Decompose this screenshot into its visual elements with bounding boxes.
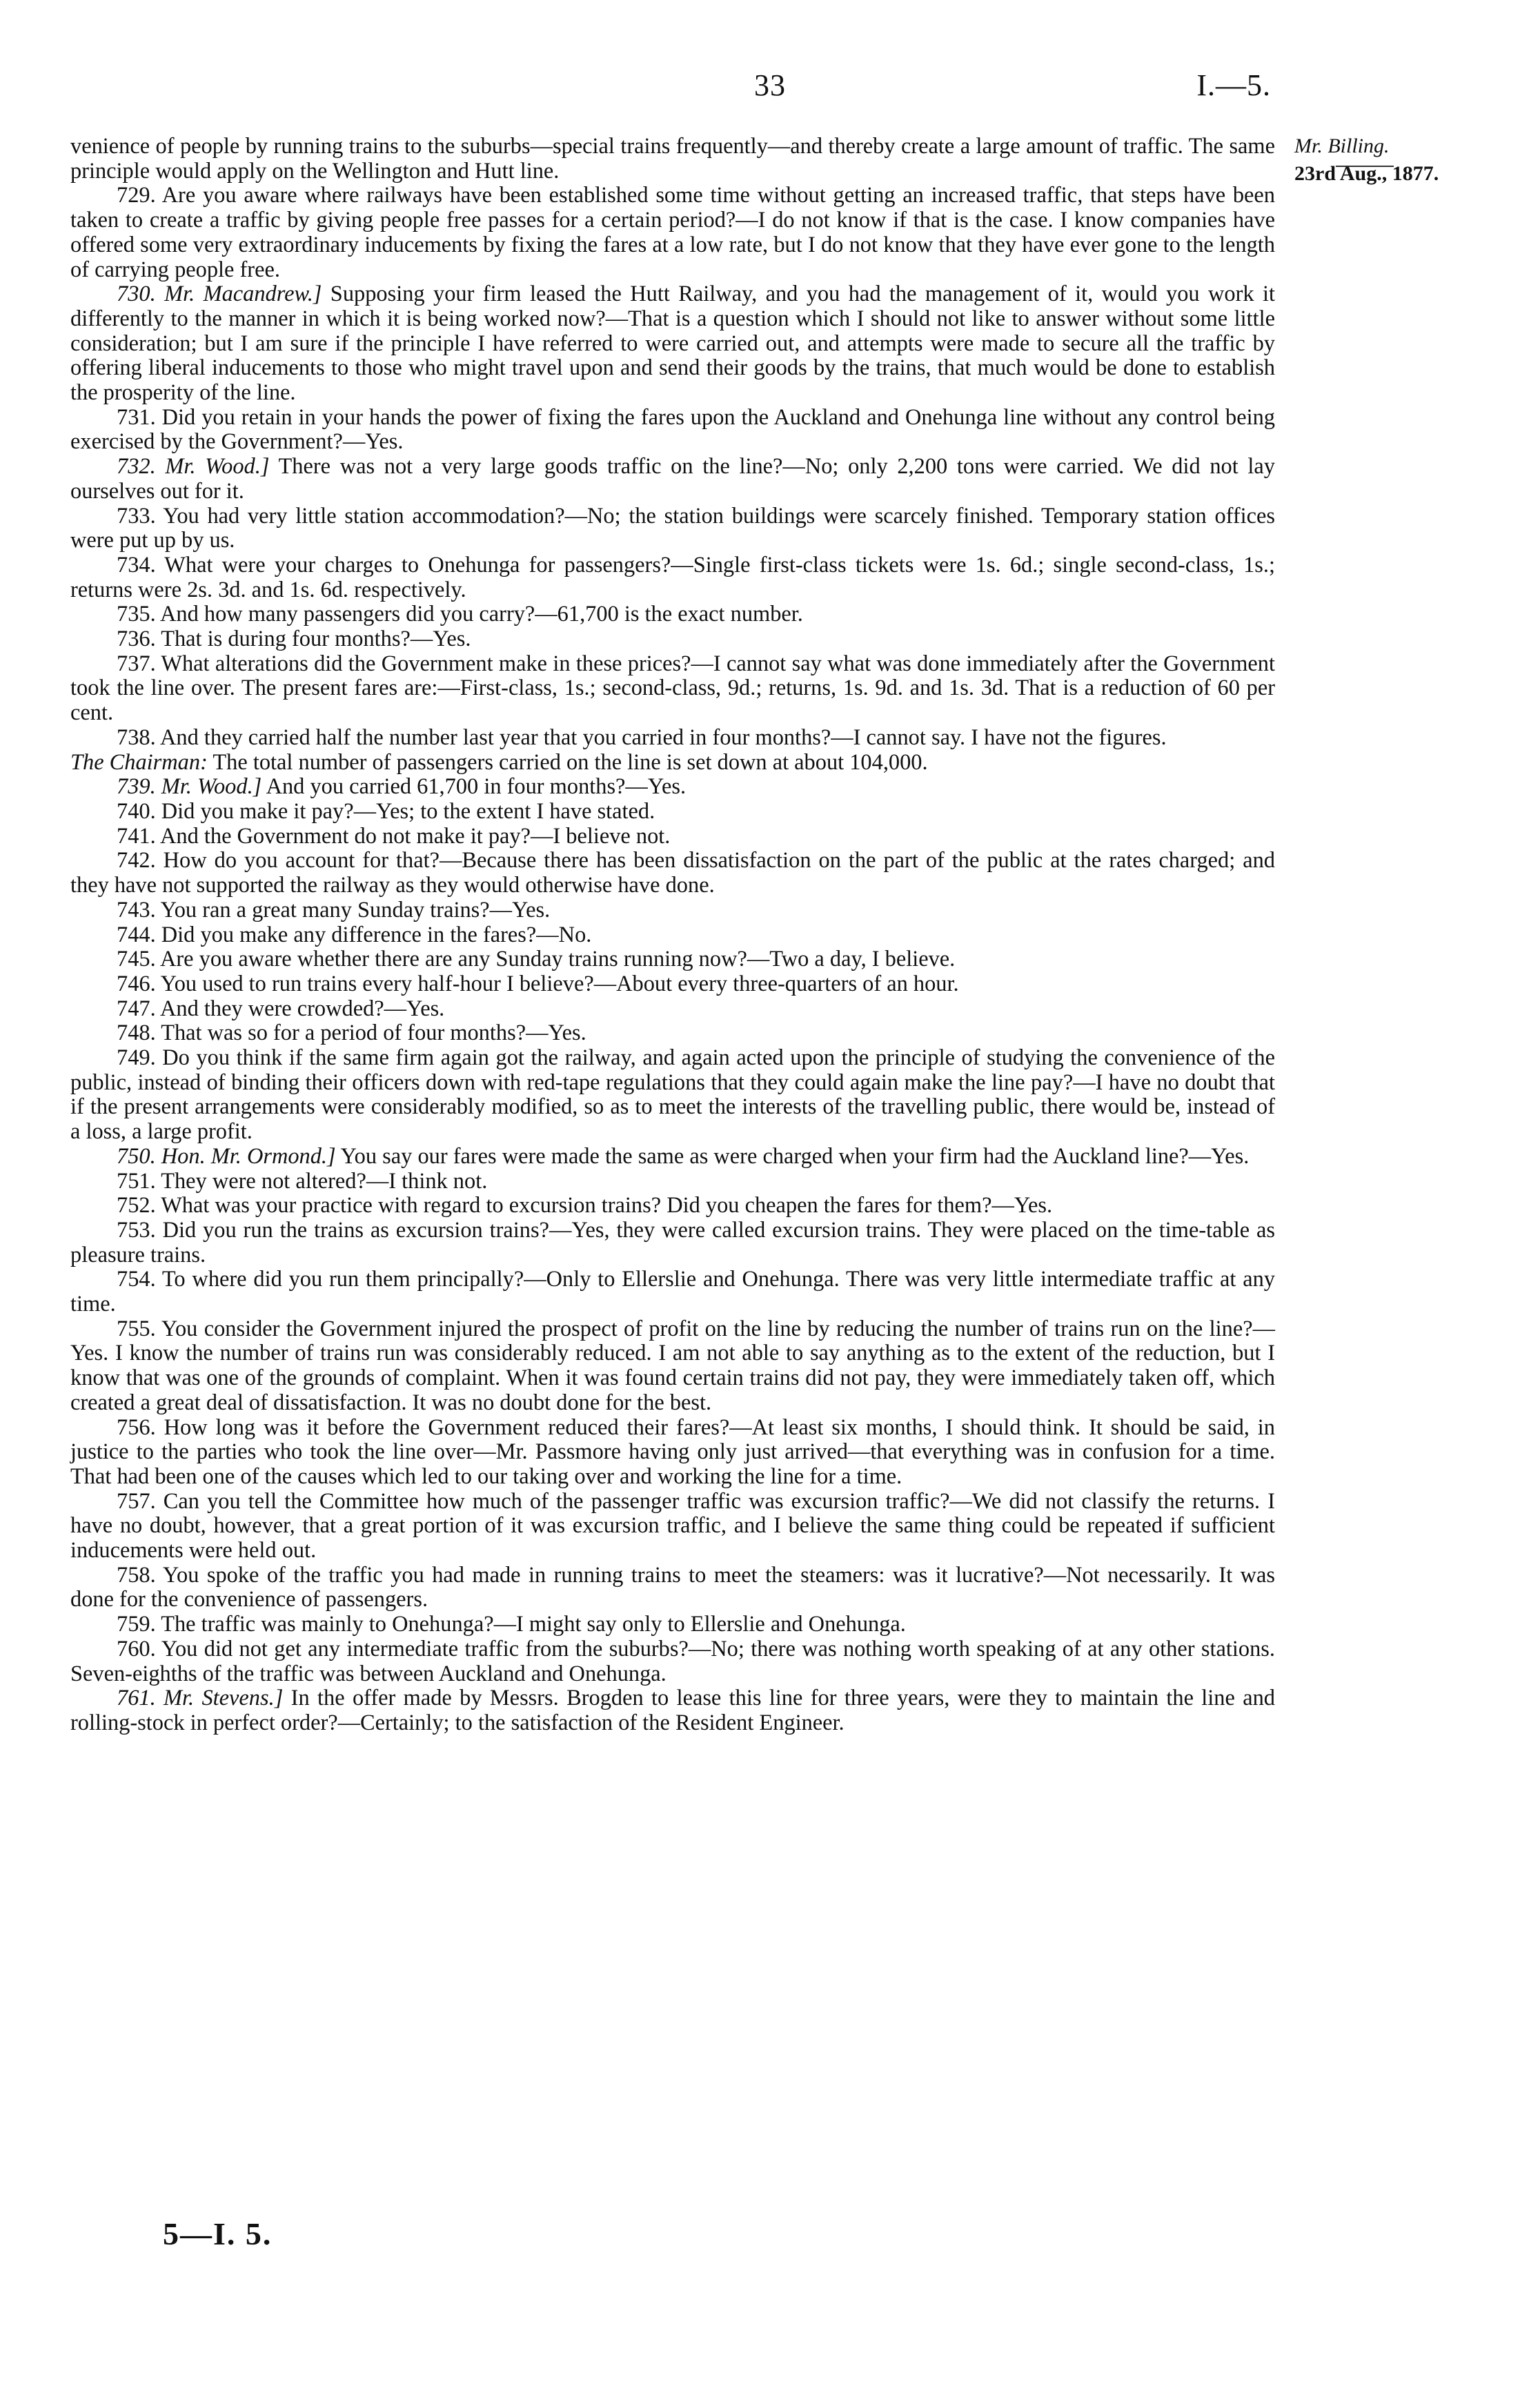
testimony-paragraph xyxy=(70,1686,1275,1735)
testimony-paragraph xyxy=(70,726,1275,751)
testimony-paragraph xyxy=(70,1046,1275,1145)
speaker-lead: 761. Mr. Stevens.] xyxy=(117,1686,284,1711)
paragraph-text: Supposing your firm leased the Hutt Railway, and you had the management of it, would you work it differently to the manner in which it is being worked now?—That is a question which I should not like to answer without some little consideration; but I am sure if the principle I have referred to were carried out, and attempts were made to secure all the traffic by offering liberal inducements to those who might travel upon and send their goods by the trains, that much would be done to establish the prosperity of the line. xyxy=(70,282,1275,406)
paragraph-text: 758. You spoke of the traffic you had made in running trains to meet the steamers: was it lucrative?—Not necessarily. It was done for the convenience of passengers. xyxy=(70,1562,1275,1612)
paragraph-text: 759. The traffic was mainly to Onehunga?—I might say only to Ellerslie and Onehunga. xyxy=(117,1612,906,1637)
paragraph-text: 752. What was your practice with regard to excursion trains? Did you cheapen the fares for them?—Yes. xyxy=(117,1193,1053,1218)
paragraph-text: 734. What were your charges to Onehunga for passengers?—Single first-class tickets were 1s. 6d.; single second-class, 1s.; returns were 2s. 3d. and 1s. 6d. respectively. xyxy=(70,552,1275,602)
testimony-paragraph xyxy=(70,947,1275,972)
paragraph-text: There was not a very large goods traffic on the line?—No; only 2,200 tons were carried. We did not lay ourselves out for it. xyxy=(70,454,1275,504)
paragraph-text: 735. And how many passengers did you carry?—61,700 is the exact number. xyxy=(117,602,803,627)
paragraph-text: venience of people by running trains to the suburbs—special trains frequently—and thereby create a large amount of traffic. The same principle would apply on the Wellington and Hutt line. xyxy=(70,134,1275,184)
paragraph-text: 729. Are you aware where railways have been established some time without getting an increased traffic, that steps have been taken to create a traffic by giving people free passes for a certain period?—I do not know if that is the case. I know companies have offered some very extraordinary inducements by fixing the fares at a low rate, but I do not know that they have ever gone to the length of carrying people free. xyxy=(70,183,1275,282)
paragraph-text: In the offer made by Messrs. Brogden to lease this line for three years, were they to maintain the line and rolling-stock in perfect order?—Certainly; to the satisfaction of the Resident Engineer. xyxy=(70,1686,1275,1735)
testimony-paragraph xyxy=(70,849,1275,898)
paragraph-text: 746. You used to run trains every half-hour I believe?—About every three-quarters of an hour. xyxy=(117,971,959,996)
testimony-paragraph xyxy=(70,775,1275,800)
paragraph-text: 738. And they carried half the number last year that you carried in four months?—I cannot say. I have not the figures. xyxy=(117,724,1167,750)
testimony-paragraph xyxy=(70,1563,1275,1612)
paragraph-text: 753. Did you run the trains as excursion trains?—Yes, they were called excursion trains. They were placed on the time-table as pleasure trains. xyxy=(70,1217,1275,1267)
paragraph-text: 742. How do you account for that?—Because there has been dissatisfaction on the part of the public at the rates charged; and they have not supported the railway as they would otherwise have done. xyxy=(70,848,1275,898)
paragraph-text: 744. Did you make any difference in the fares?—No. xyxy=(117,922,592,947)
speaker-lead: The Chairman: xyxy=(70,749,208,775)
paragraph-text: 757. Can you tell the Committee how much of the passenger traffic was excursion traffic?—We did not classify the returns. I have no doubt, however, that a great portion of it was excursion traffic, and I believe the same thing could be repeated if sufficient inducements were held out. xyxy=(70,1488,1275,1563)
paragraph-text: 760. You did not get any intermediate traffic from the suburbs?—No; there was nothing worth speaking of at any other stations. Seven-eighths of the traffic was between Auckland and Onehunga. xyxy=(70,1636,1275,1686)
paragraph-text: The total number of passengers carried on the line is set down at about 104,000. xyxy=(207,749,928,775)
testimony-paragraph xyxy=(70,1170,1275,1194)
testimony-paragraph xyxy=(70,1490,1275,1563)
speaker-lead: 730. Mr. Macandrew.] xyxy=(117,282,322,307)
document-reference: I.—5. xyxy=(1196,68,1271,102)
testimony-paragraph xyxy=(70,406,1275,455)
testimony-paragraph xyxy=(70,898,1275,923)
speaker-lead: 732. Mr. Wood.] xyxy=(117,454,270,480)
speaker-lead: 739. Mr. Wood.] xyxy=(117,774,262,800)
margin-speaker: Mr. Billing. xyxy=(1294,135,1390,157)
testimony-paragraph xyxy=(70,1612,1275,1637)
paragraph-text: 754. To where did you run them principally?—Only to Ellerslie and Onehunga. There was very little intermediate traffic at any time. xyxy=(70,1267,1275,1317)
testimony-paragraph xyxy=(70,1267,1275,1316)
paragraph-text: 733. You had very little station accommodation?—No; the station buildings were scarcely finished. Temporary station offices were put up by us. xyxy=(70,503,1275,553)
paragraph-text: 731. Did you retain in your hands the power of fixing the fares upon the Auckland and Onehunga line without any control being exercised by the Government?—Yes. xyxy=(70,404,1275,455)
paragraph-text: 751. They were not altered?—I think not. xyxy=(117,1168,488,1194)
testimony-paragraph xyxy=(70,184,1275,282)
testimony-paragraph xyxy=(70,997,1275,1022)
testimony-paragraph xyxy=(70,1218,1275,1267)
testimony-paragraph xyxy=(70,135,1275,184)
testimony-paragraph xyxy=(70,1416,1275,1490)
testimony-paragraph xyxy=(70,1637,1275,1686)
paragraph-text: 747. And they were crowded?—Yes. xyxy=(117,996,445,1021)
body-text xyxy=(70,135,1275,1736)
paragraph-text: 755. You consider the Government injured the prospect of profit on the line by reducing the number of trains run on the line?—Yes. I know the number of trains run was considerably reduced. I am not able to say anything as to the extent of the reduction, but I know that was one of the grounds of complaint. When it was found certain trains did not pay, they were immediately taken off, which created a great deal of dissatisfaction. It was no doubt done for the best. xyxy=(70,1316,1275,1415)
testimony-paragraph xyxy=(70,800,1275,825)
testimony-paragraph xyxy=(70,923,1275,948)
paragraph-text: 745. Are you aware whether there are any Sunday trains running now?—Two a day, I believe. xyxy=(117,947,956,972)
speaker-lead: 750. Hon. Mr. Ormond.] xyxy=(117,1143,336,1169)
paragraph-text: 748. That was so for a period of four months?—Yes. xyxy=(117,1020,586,1046)
testimony-paragraph xyxy=(70,602,1275,627)
paragraph-text: 749. Do you think if the same firm again got the railway, and again acted upon the principle of studying the convenience of the public, instead of binding their officers down with red-tape regulations that they could again make the line pay?—I have no doubt that if the present arrangements were considerably modified, so as to meet the interests of the travelling public, there would be, instead of a loss, a large profit. xyxy=(70,1045,1275,1145)
testimony-paragraph xyxy=(70,1021,1275,1046)
signature-mark: 5—I. 5. xyxy=(163,2216,273,2251)
margin-date: 23rd Aug., 1877. xyxy=(1294,162,1439,185)
paragraph-text: 740. Did you make it pay?—Yes; to the extent I have stated. xyxy=(117,798,655,824)
testimony-paragraph xyxy=(70,825,1275,849)
testimony-paragraph xyxy=(70,1145,1275,1170)
paragraph-text: 737. What alterations did the Government make in these prices?—I cannot say what was done immediately after the Government took the line over. The present fares are:—First-class, 1s.; second-class, 9d.; returns, 1s. 9d. and 1s. 3d. That is a reduction of 60 per cent. xyxy=(70,651,1275,726)
paragraph-text: 736. That is during four months?—Yes. xyxy=(117,626,471,652)
testimony-paragraph xyxy=(70,627,1275,652)
testimony-paragraph xyxy=(70,504,1275,553)
page-number: 33 xyxy=(754,68,786,102)
paragraph-text: 756. How long was it before the Government reduced their fares?—At least six months, I should think. It should be said, in justice to the parties who took the line over—Mr. Passmore having only just arrived—that everything was in confusion for a time. That had been one of the causes which led to our taking over and working the line for a time. xyxy=(70,1414,1275,1489)
paragraph-text: You say our fares were made the same as were charged when your firm had the Auckland line?—Yes. xyxy=(335,1143,1250,1169)
testimony-paragraph xyxy=(70,553,1275,602)
testimony-paragraph xyxy=(70,1194,1275,1218)
testimony-paragraph xyxy=(70,282,1275,406)
margin-note xyxy=(1294,130,1501,190)
testimony-paragraph xyxy=(70,972,1275,997)
testimony-paragraph xyxy=(70,751,1275,776)
testimony-paragraph xyxy=(70,652,1275,726)
testimony-paragraph xyxy=(70,455,1275,504)
testimony-paragraph xyxy=(70,1317,1275,1416)
paragraph-text: 741. And the Government do not make it pay?—I believe not. xyxy=(117,823,671,849)
paragraph-text: 743. You ran a great many Sunday trains?—Yes. xyxy=(117,897,551,922)
paragraph-text: And you carried 61,700 in four months?—Yes. xyxy=(261,774,687,800)
